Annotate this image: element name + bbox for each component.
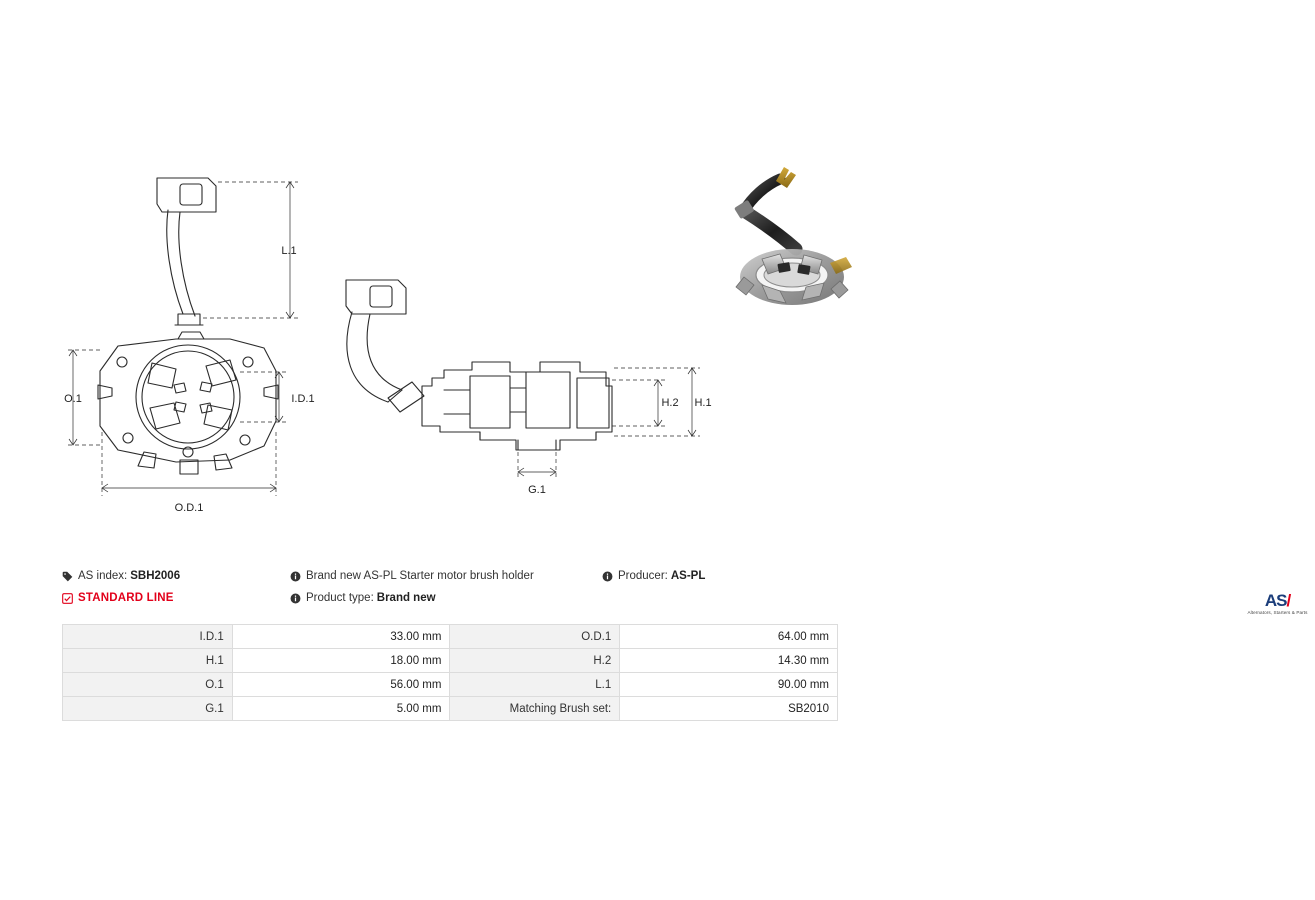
spec-key: O.D.1 xyxy=(450,625,620,649)
table-row xyxy=(63,673,838,697)
spec-key: H.1 xyxy=(63,649,233,673)
spec-key: H.2 xyxy=(450,649,620,673)
info-icon xyxy=(290,571,301,582)
standard-line-row xyxy=(62,587,292,609)
spec-key: L.1 xyxy=(450,673,620,697)
product-type-label: Product type: xyxy=(306,592,374,604)
info-column-index xyxy=(62,565,292,609)
producer-value: AS-PL xyxy=(670,570,706,582)
logo-slash: / xyxy=(1286,591,1291,610)
spec-value: 5.00 mm xyxy=(232,697,450,721)
product-photo xyxy=(700,155,890,325)
spec-value: 14.30 mm xyxy=(620,649,838,673)
logo-subtitle: Alternators, Starters & Parts xyxy=(1247,610,1308,615)
as-index-label: AS index: xyxy=(78,570,128,582)
spec-key: Matching Brush set: xyxy=(450,697,620,721)
standard-line-label: STANDARD LINE xyxy=(78,592,174,604)
info-icon xyxy=(290,593,301,604)
label-g1: G.1 xyxy=(528,484,546,496)
label-l1: L.1 xyxy=(281,245,297,257)
spec-value: 64.00 mm xyxy=(620,625,838,649)
label-o1: O.1 xyxy=(64,393,82,405)
spec-key: G.1 xyxy=(63,697,233,721)
tag-icon xyxy=(62,571,73,582)
product-description: Brand new AS-PL Starter motor brush holder xyxy=(306,570,534,582)
producer-label: Producer: xyxy=(618,570,668,582)
producer-row xyxy=(602,565,782,587)
label-h1: H.1 xyxy=(694,397,712,409)
spec-value: SB2010 xyxy=(620,697,838,721)
logo-text: AS xyxy=(1264,591,1287,610)
table-row xyxy=(63,649,838,673)
spec-key: I.D.1 xyxy=(63,625,233,649)
info-icon xyxy=(602,571,613,582)
specifications-table xyxy=(62,624,838,721)
spec-value: 90.00 mm xyxy=(620,673,838,697)
product-type-row xyxy=(290,587,590,609)
as-index-value: SBH2006 xyxy=(130,570,181,582)
as-pl-logo xyxy=(1240,591,1315,615)
technical-drawing xyxy=(40,140,760,550)
check-square-icon xyxy=(62,593,73,604)
spec-value: 33.00 mm xyxy=(232,625,450,649)
description-row xyxy=(290,565,590,587)
label-od1: O.D.1 xyxy=(174,502,204,514)
as-index-row xyxy=(62,565,292,587)
product-info-strip xyxy=(62,565,1308,620)
spec-key: O.1 xyxy=(63,673,233,697)
table-row xyxy=(63,625,838,649)
info-column-description xyxy=(290,565,590,609)
table-row xyxy=(63,697,838,721)
label-id1: I.D.1 xyxy=(291,393,315,405)
product-type-value: Brand new xyxy=(376,592,436,604)
info-column-producer xyxy=(602,565,1308,615)
logo-mark xyxy=(1240,591,1315,611)
spec-value: 56.00 mm xyxy=(232,673,450,697)
spec-value: 18.00 mm xyxy=(232,649,450,673)
label-h2: H.2 xyxy=(661,397,679,409)
